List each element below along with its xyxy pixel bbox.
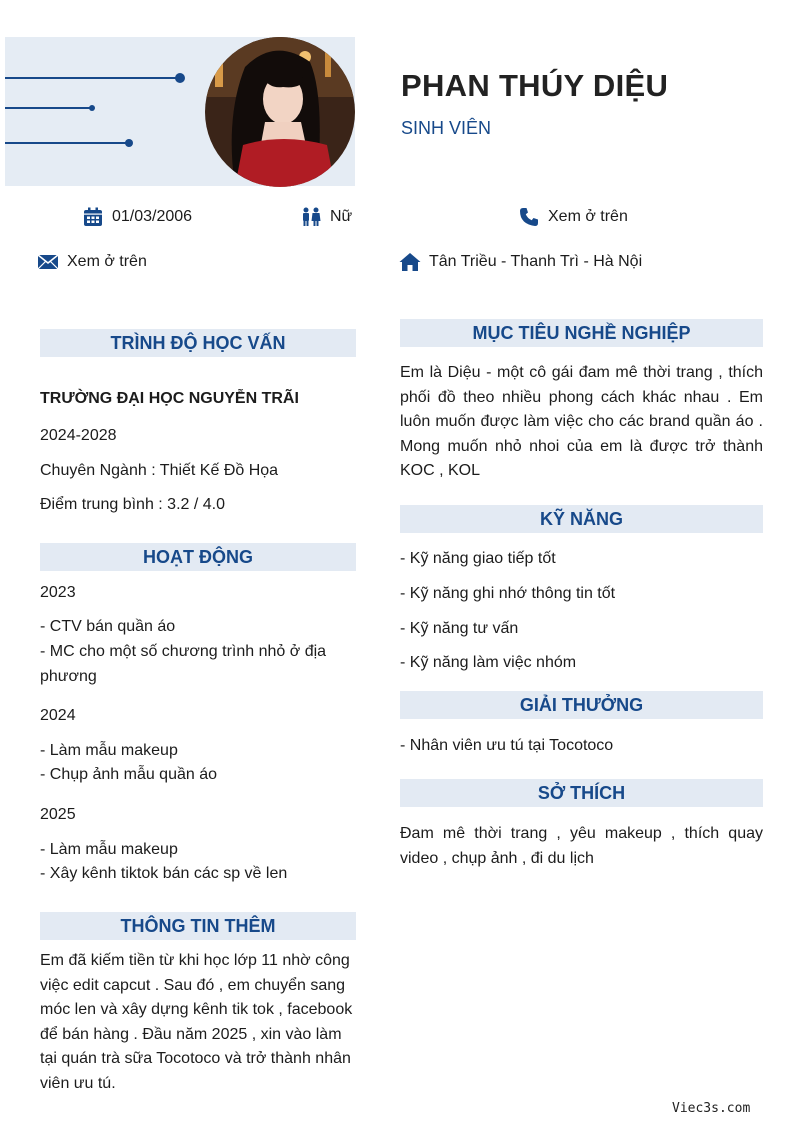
section-skills-title: KỸ NĂNG bbox=[400, 505, 763, 533]
section-objective-title: MỤC TIÊU NGHỀ NGHIỆP bbox=[400, 319, 763, 347]
activity-year: 2023 bbox=[40, 584, 76, 601]
footer-brand: Viec3s.com bbox=[672, 1101, 751, 1116]
hobbies-text: Đam mê thời trang , yêu makeup , thích quay video , chụp ảnh , đi du lịch bbox=[400, 825, 763, 867]
activity-line: - CTV bán quần áo bbox=[40, 618, 176, 635]
activity-line: - MC cho một số chương trình nhỏ ở địa phương bbox=[40, 643, 327, 685]
activity-line: - Làm mẫu makeup bbox=[40, 742, 178, 759]
info-birthday bbox=[82, 206, 192, 228]
activity-line: - Xây kênh tiktok bán các sp về len bbox=[40, 865, 288, 882]
email-value: Xem ở trên bbox=[67, 253, 147, 270]
info-address bbox=[399, 251, 642, 273]
avatar bbox=[205, 37, 355, 187]
calendar-icon bbox=[82, 206, 104, 228]
activity-line: - Chụp ảnh mẫu quần áo bbox=[40, 766, 218, 783]
skill-item: - Kỹ năng tư vấn bbox=[400, 620, 519, 637]
section-hobbies-title: SỞ THÍCH bbox=[400, 779, 763, 807]
education-major: Chuyên Ngành : Thiết Kế Đồ Họa bbox=[40, 462, 279, 479]
home-icon bbox=[399, 251, 421, 273]
skill-item: - Kỹ năng ghi nhớ thông tin tốt bbox=[400, 585, 616, 602]
award-item: - Nhân viên ưu tú tại Tocotoco bbox=[400, 737, 614, 754]
section-activities-title: HOẠT ĐỘNG bbox=[40, 543, 356, 571]
decor-dot-3 bbox=[125, 139, 133, 147]
gender-value: Nữ bbox=[330, 208, 353, 225]
decor-line-3 bbox=[5, 142, 128, 144]
birthday-value: 01/03/2006 bbox=[112, 208, 193, 225]
decor-line-1 bbox=[5, 77, 177, 79]
activity-line: - Làm mẫu makeup bbox=[40, 841, 178, 858]
section-awards-title: GIẢI THƯỞNG bbox=[400, 691, 763, 719]
info-gender bbox=[300, 206, 352, 228]
phone-icon bbox=[518, 206, 540, 228]
gender-icon bbox=[300, 206, 322, 228]
decor-dot-2 bbox=[89, 105, 95, 111]
profile-role: SINH VIÊN bbox=[401, 118, 492, 138]
profile-name: PHAN THÚY DIỆU bbox=[401, 68, 669, 103]
decor-line-2 bbox=[5, 107, 91, 109]
address-value: Tân Triều - Thanh Trì - Hà Nội bbox=[429, 253, 643, 270]
section-extra-title: THÔNG TIN THÊM bbox=[40, 912, 356, 940]
extra-text: Em đã kiếm tiền từ khi học lớp 11 nhờ công việc edit capcut . Sau đó , em chuyển sang móc len và xây dựng kênh tik tok , facebook để bán hàng . Đầu năm 2025 , xin vào làm tại quán trà sữa Tocotoco và trở thành nhân viên ưu tú. bbox=[40, 952, 353, 1092]
info-phone bbox=[518, 206, 628, 228]
skill-item: - Kỹ năng giao tiếp tốt bbox=[400, 550, 556, 567]
decor-dot-1 bbox=[175, 73, 185, 83]
education-school: TRƯỜNG ĐẠI HỌC NGUYỄN TRÃI bbox=[40, 390, 299, 407]
envelope-icon bbox=[37, 251, 59, 273]
objective-text: Em là Diệu - một cô gái đam mê thời trang , thích phối đồ theo nhiều phong cách khác nhau . Em luôn muốn được làm việc cho các brand quần áo . Mong muốn nhỏ nhoi của em là được trở thành KOC , KOL bbox=[400, 364, 763, 479]
phone-value: Xem ở trên bbox=[548, 208, 628, 225]
education-years: 2024-2028 bbox=[40, 427, 117, 444]
activity-year: 2024 bbox=[40, 707, 76, 724]
section-education-title: TRÌNH ĐỘ HỌC VẤN bbox=[40, 329, 356, 357]
activity-year: 2025 bbox=[40, 806, 76, 823]
education-gpa: Điểm trung bình : 3.2 / 4.0 bbox=[40, 496, 225, 513]
skill-item: - Kỹ năng làm việc nhóm bbox=[400, 654, 577, 671]
info-email bbox=[37, 251, 147, 273]
